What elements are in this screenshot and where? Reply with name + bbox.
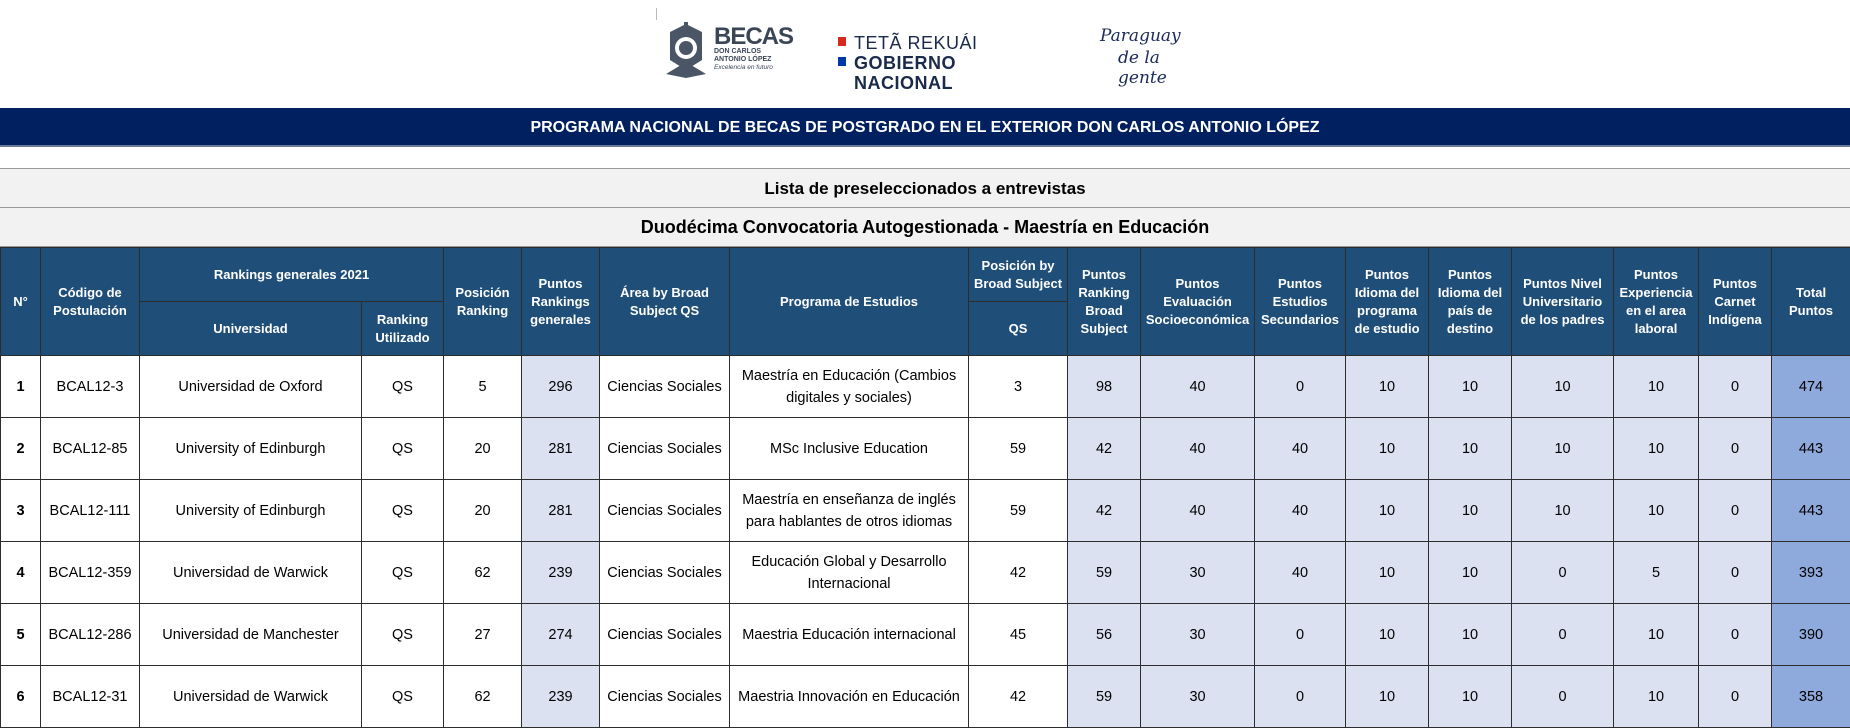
puntos-nivel-padres-cell: 0 [1512, 542, 1614, 604]
row-number-cell: 3 [1, 480, 41, 542]
header-puntos-idioma-programa: Puntos Idioma del programa de estudio [1346, 248, 1429, 356]
puntos-idioma-programa-cell: 10 [1346, 604, 1429, 666]
ranking-utilizado-cell: QS [362, 480, 444, 542]
row-number-cell: 6 [1, 666, 41, 728]
puntos-socioeconomica-cell: 30 [1141, 604, 1255, 666]
header-puntos-nivel-padres: Puntos Nivel Universitario de los padres [1512, 248, 1614, 356]
header-puntos-rankings-generales: Puntos Rankings generales [522, 248, 600, 356]
puntos-idioma-pais-cell: 10 [1429, 418, 1512, 480]
puntos-idioma-programa-cell: 10 [1346, 418, 1429, 480]
programa-cell: Maestría en Educación (Cambios digitales y sociales) [730, 356, 969, 418]
area-cell: Ciencias Sociales [600, 356, 730, 418]
ranking-utilizado-cell: QS [362, 356, 444, 418]
posicion-ranking-cell: 20 [444, 418, 522, 480]
flag-icon [838, 37, 846, 67]
table-row [1, 418, 1850, 480]
becas-logo-subline: DON CARLOS [714, 48, 793, 56]
codigo-cell: BCAL12-286 [41, 604, 140, 666]
puntos-socioeconomica-cell: 30 [1141, 542, 1255, 604]
header-puntos-idioma-pais: Puntos Idioma del país de destino [1429, 248, 1512, 356]
header-programa: Programa de Estudios [730, 248, 969, 356]
gobierno-nacional-logo [836, 33, 1046, 73]
header-area-broad: Área by Broad Subject QS [600, 248, 730, 356]
posicion-ranking-cell: 5 [444, 356, 522, 418]
puntos-rankings-cell: 281 [522, 480, 600, 542]
convocatoria-title: Duodécima Convocatoria Autogestionada - Maestría en Educación [0, 208, 1850, 247]
puntos-experiencia-cell: 5 [1614, 542, 1699, 604]
area-cell: Ciencias Sociales [600, 604, 730, 666]
codigo-cell: BCAL12-3 [41, 356, 140, 418]
puntos-experiencia-cell: 10 [1614, 480, 1699, 542]
ranking-utilizado-cell: QS [362, 604, 444, 666]
area-cell: Ciencias Sociales [600, 666, 730, 728]
puntos-nivel-padres-cell: 10 [1512, 418, 1614, 480]
puntos-idioma-programa-cell: 10 [1346, 542, 1429, 604]
puntos-carnet-cell: 0 [1699, 604, 1772, 666]
ranking-utilizado-cell: QS [362, 542, 444, 604]
universidad-cell: Universidad de Warwick [140, 666, 362, 728]
paraguay-de-la-gente-logo [1100, 22, 1190, 78]
puntos-carnet-cell: 0 [1699, 666, 1772, 728]
header-codigo: Código de Postulación [41, 248, 140, 356]
header-rankings-group: Rankings generales 2021 [140, 248, 444, 302]
preselected-table [0, 247, 1850, 728]
puntos-carnet-cell: 0 [1699, 356, 1772, 418]
posicion-ranking-cell: 62 [444, 666, 522, 728]
posicion-broad-cell: 3 [969, 356, 1068, 418]
header-puntos-experiencia: Puntos Experiencia en el area laboral [1614, 248, 1699, 356]
codigo-cell: BCAL12-31 [41, 666, 140, 728]
puntos-broad-cell: 59 [1068, 666, 1141, 728]
program-title: PROGRAMA NACIONAL DE BECAS DE POSTGRADO EN EL EXTERIOR DON CARLOS ANTONIO LÓPEZ [0, 108, 1850, 147]
puntos-experiencia-cell: 10 [1614, 356, 1699, 418]
puntos-socioeconomica-cell: 30 [1141, 666, 1255, 728]
puntos-secundarios-cell: 0 [1255, 604, 1346, 666]
posicion-broad-cell: 42 [969, 666, 1068, 728]
puntos-idioma-pais-cell: 10 [1429, 356, 1512, 418]
area-cell: Ciencias Sociales [600, 480, 730, 542]
codigo-cell: BCAL12-85 [41, 418, 140, 480]
puntos-secundarios-cell: 40 [1255, 418, 1346, 480]
becas-logo-name: BECAS [714, 26, 793, 48]
header-puntos-secundarios: Puntos Estudios Secundarios [1255, 248, 1346, 356]
header-puntos-ranking-broad: Puntos Ranking Broad Subject [1068, 248, 1141, 356]
posicion-broad-cell: 59 [969, 418, 1068, 480]
programa-cell: Educación Global y Desarrollo Internacional [730, 542, 969, 604]
table-row [1, 604, 1850, 666]
header-puntos-socioeconomica: Puntos Evaluación Socioeconómica [1141, 248, 1255, 356]
puntos-nivel-padres-cell: 10 [1512, 480, 1614, 542]
universidad-cell: University of Edinburgh [140, 418, 362, 480]
table-row [1, 356, 1850, 418]
posicion-broad-cell: 59 [969, 480, 1068, 542]
becas-logo [662, 22, 780, 84]
row-number-cell: 5 [1, 604, 41, 666]
programa-cell: Maestria Educación internacional [730, 604, 969, 666]
ranking-utilizado-cell: QS [362, 418, 444, 480]
header-posicion-ranking: Posición Ranking [444, 248, 522, 356]
puntos-nivel-padres-cell: 10 [1512, 356, 1614, 418]
table-row [1, 542, 1850, 604]
puntos-idioma-pais-cell: 10 [1429, 666, 1512, 728]
total-cell: 358 [1772, 666, 1850, 728]
ranking-utilizado-cell: QS [362, 666, 444, 728]
posicion-broad-cell: 45 [969, 604, 1068, 666]
puntos-broad-cell: 98 [1068, 356, 1141, 418]
puntos-carnet-cell: 0 [1699, 542, 1772, 604]
header-total: Total Puntos [1772, 248, 1850, 356]
becas-logo-subline: ANTONIO LÓPEZ [714, 56, 793, 64]
posicion-ranking-cell: 62 [444, 542, 522, 604]
total-cell: 390 [1772, 604, 1850, 666]
puntos-socioeconomica-cell: 40 [1141, 418, 1255, 480]
puntos-idioma-pais-cell: 10 [1429, 604, 1512, 666]
puntos-broad-cell: 56 [1068, 604, 1141, 666]
puntos-secundarios-cell: 0 [1255, 666, 1346, 728]
becas-logo-tagline: Excelencia en futuro [714, 64, 793, 72]
puntos-idioma-programa-cell: 10 [1346, 480, 1429, 542]
puntos-rankings-cell: 239 [522, 666, 600, 728]
gov-logo-line2: GOBIERNO NACIONAL [854, 53, 1046, 93]
puntos-socioeconomica-cell: 40 [1141, 480, 1255, 542]
puntos-carnet-cell: 0 [1699, 480, 1772, 542]
gov-logo-line1: TETÃ REKUÁI [854, 33, 1046, 53]
puntos-socioeconomica-cell: 40 [1141, 356, 1255, 418]
puntos-rankings-cell: 281 [522, 418, 600, 480]
puntos-rankings-cell: 239 [522, 542, 600, 604]
table-body [1, 356, 1850, 728]
header-puntos-carnet: Puntos Carnet Indígena [1699, 248, 1772, 356]
becas-logo-text [714, 26, 793, 72]
area-cell: Ciencias Sociales [600, 542, 730, 604]
universidad-cell: Universidad de Manchester [140, 604, 362, 666]
header-qs: QS [969, 302, 1068, 356]
becas-emblem-icon [662, 22, 710, 80]
posicion-ranking-cell: 20 [444, 480, 522, 542]
total-cell: 443 [1772, 418, 1850, 480]
puntos-secundarios-cell: 40 [1255, 542, 1346, 604]
row-number-cell: 2 [1, 418, 41, 480]
universidad-cell: Universidad de Warwick [140, 542, 362, 604]
posicion-broad-cell: 42 [969, 542, 1068, 604]
table-row [1, 666, 1850, 728]
area-cell: Ciencias Sociales [600, 418, 730, 480]
puntos-secundarios-cell: 0 [1255, 356, 1346, 418]
paraguay-logo-line2: de la gente [1118, 48, 1190, 88]
puntos-nivel-padres-cell: 0 [1512, 666, 1614, 728]
logo-divider [656, 8, 657, 20]
total-cell: 474 [1772, 356, 1850, 418]
codigo-cell: BCAL12-359 [41, 542, 140, 604]
puntos-broad-cell: 59 [1068, 542, 1141, 604]
programa-cell: MSc Inclusive Education [730, 418, 969, 480]
universidad-cell: Universidad de Oxford [140, 356, 362, 418]
total-cell: 393 [1772, 542, 1850, 604]
header-ranking-utilizado: Ranking Utilizado [362, 302, 444, 356]
puntos-carnet-cell: 0 [1699, 418, 1772, 480]
header-n: N° [1, 248, 41, 356]
puntos-rankings-cell: 274 [522, 604, 600, 666]
puntos-idioma-pais-cell: 10 [1429, 480, 1512, 542]
logo-header [0, 0, 1850, 108]
header-universidad: Universidad [140, 302, 362, 356]
programa-cell: Maestria Innovación en Educación [730, 666, 969, 728]
row-number-cell: 1 [1, 356, 41, 418]
puntos-nivel-padres-cell: 0 [1512, 604, 1614, 666]
puntos-idioma-pais-cell: 10 [1429, 542, 1512, 604]
puntos-experiencia-cell: 10 [1614, 418, 1699, 480]
puntos-broad-cell: 42 [1068, 418, 1141, 480]
paraguay-logo-line1: Paraguay [1100, 26, 1181, 46]
header-posicion-broad: Posición by Broad Subject [969, 248, 1068, 302]
posicion-ranking-cell: 27 [444, 604, 522, 666]
list-title: Lista de preseleccionados a entrevistas [0, 168, 1850, 208]
puntos-experiencia-cell: 10 [1614, 604, 1699, 666]
universidad-cell: University of Edinburgh [140, 480, 362, 542]
puntos-idioma-programa-cell: 10 [1346, 666, 1429, 728]
puntos-secundarios-cell: 40 [1255, 480, 1346, 542]
total-cell: 443 [1772, 480, 1850, 542]
programa-cell: Maestría en enseñanza de inglés para hablantes de otros idiomas [730, 480, 969, 542]
puntos-broad-cell: 42 [1068, 480, 1141, 542]
puntos-experiencia-cell: 10 [1614, 666, 1699, 728]
table-row [1, 480, 1850, 542]
puntos-rankings-cell: 296 [522, 356, 600, 418]
row-number-cell: 4 [1, 542, 41, 604]
codigo-cell: BCAL12-111 [41, 480, 140, 542]
puntos-idioma-programa-cell: 10 [1346, 356, 1429, 418]
